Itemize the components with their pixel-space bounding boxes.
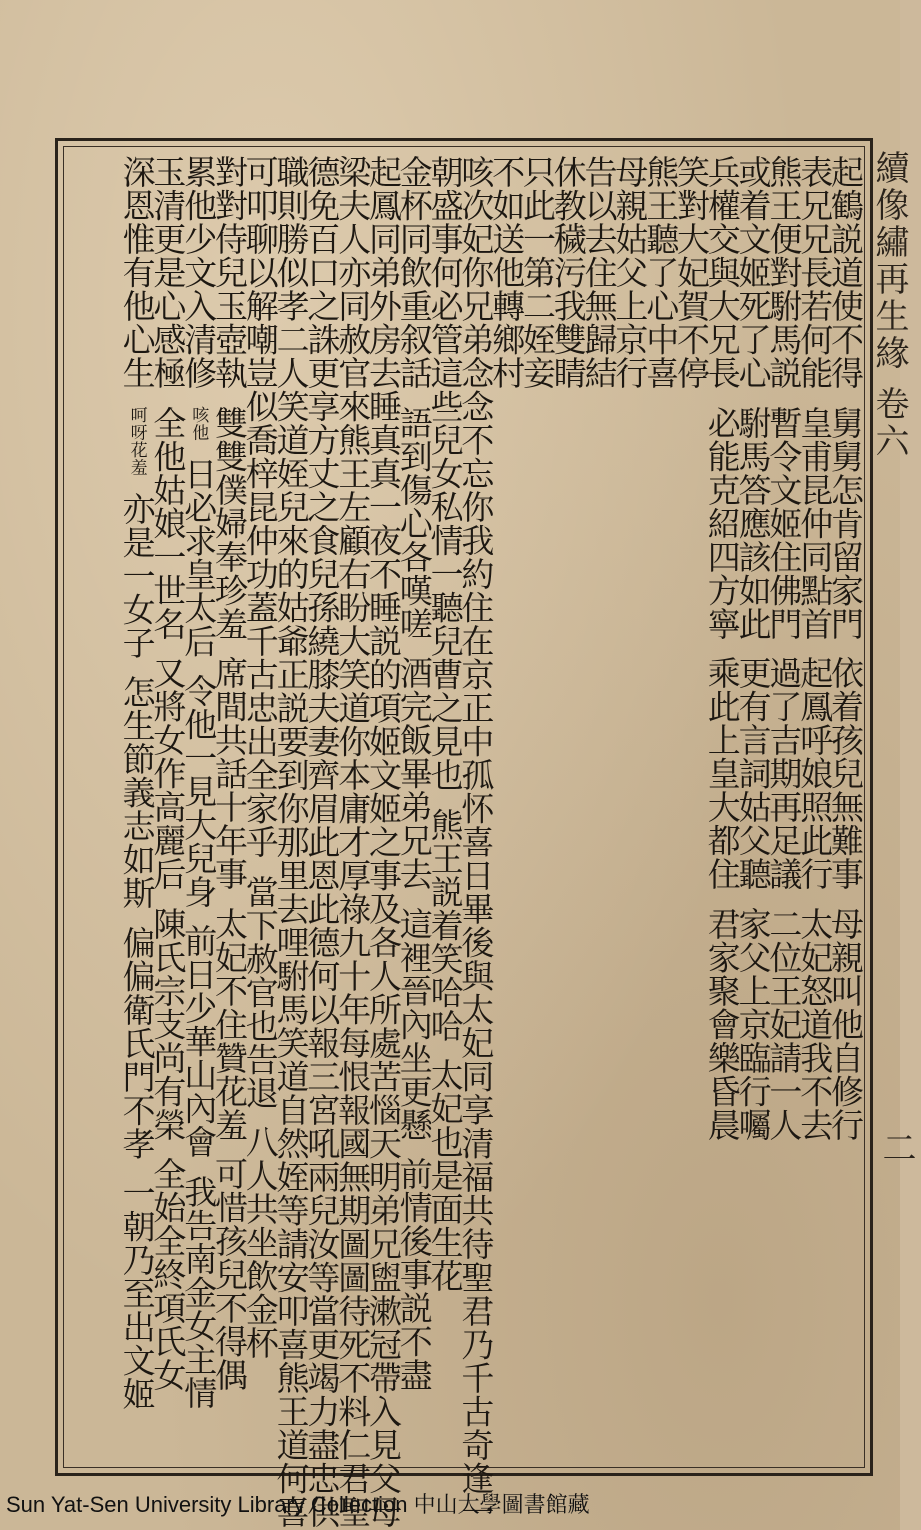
text-segment: 可惜孩兒不得偶 (210, 1157, 249, 1392)
text-segment: 我告南金女主情 (179, 1174, 219, 1409)
text-segment: 太妃怒道我不去 (795, 906, 835, 1141)
book-title: 續像繡再生緣 (869, 150, 909, 372)
text-segment: 亦是一女子 (117, 491, 157, 659)
text-segment: 一朝乃至出文姬 (117, 1176, 157, 1411)
text-segment: 母親叫他自修行 (826, 906, 865, 1141)
text-segment: 起鳳呼娘照此行 (795, 656, 835, 891)
text-segment: 日必求皇太后 (179, 456, 219, 658)
text-segment: 告以去住無歸結 (579, 155, 619, 390)
text-segment: 母親姑父上京行 (610, 155, 650, 390)
text-column (116, 155, 157, 1455)
text-segment: 家父上京臨行囑 (733, 906, 773, 1141)
text-segment: 皇甫昆仲同點首 (795, 405, 835, 640)
text-segment: 前情後事説不盡 (394, 1157, 434, 1392)
text-segment: 席間共話十年事 (210, 656, 249, 891)
text-segment: 或着文姬死了心 (733, 155, 773, 390)
text-segment: 全始全終項氏女 (148, 1157, 188, 1392)
text-segment: 不如送他轉鄉村 (487, 155, 527, 390)
text-segment: 玉清更是心感極 (148, 155, 188, 390)
text-segment: 金杯同飲重叙話 (394, 155, 434, 390)
text-segment: 表兄兄長若何能 (795, 155, 835, 390)
interlinear-note: 呵呀花羞 (126, 405, 147, 476)
text-segment: 語到傷心各嘆嗟 (394, 405, 434, 640)
text-segment: 休教穢污我雙睛 (548, 155, 588, 390)
text-segment: 咳次妃你兄弟念念不忘你我約住在京正中孤怀喜日畢後與太妃同享清福共待聖君乃千古奇逢一 (456, 155, 496, 1529)
text-segment: 必能克紹四方寧 (702, 405, 742, 640)
text-segment: 過了吉期再足議 (764, 656, 804, 891)
text-segment: 職則勝似孝二人笑道姪兒來的姑爺正説要到你那里去哩駙馬笑道自然姪等請安叩喜熊王道何喜 (271, 155, 311, 1529)
text-segment: 深恩惟有他心生 (117, 155, 157, 390)
text-segment: 令他一見大兒身 (179, 673, 219, 908)
text-segment: 熊王説着笑哈哈 (425, 807, 465, 1042)
page-number: 二 (876, 1130, 916, 1164)
text-segment: 朝盛事何必管這些兒女私情一聽兒曹之見也 (425, 155, 465, 792)
text-segment: 雙雙僕婦奉珍羞 (210, 405, 249, 640)
text-segment: 這裡晉內坐更懸 (394, 906, 434, 1141)
text-segment: 暫令文姬住佛門 (764, 405, 804, 640)
text-segment: 只此一第二姪妾 (518, 155, 557, 390)
text-segment: 依着孩兒無難事 (826, 656, 865, 891)
text-segment: 梁夫人亦同赦官來熊王左顧右盼大笑道你本庸才厚祿九十年每恨報國無期圖圖待死不料仁君聖 (333, 155, 373, 1529)
text-segment: 兵權交與大兄長 (702, 155, 742, 390)
text-segment: 起鶴説道使不得 (826, 155, 865, 390)
text-segment: 駙馬答應該如此 (733, 405, 773, 640)
text-segment: 累他少文入清修 (179, 155, 219, 390)
text-segment: 當下赦官也告退 (240, 874, 280, 1109)
text-segment: 又將女作高麗后 (148, 656, 188, 891)
text-segment: 德免百口之誅更享方丈之食兒孫繞膝夫妻齊眉此恩此德何以報三宮吼兩兒汝等當更竭力盡忠供 (302, 155, 342, 1529)
text-segment: 舅舅怎肯留家門 (826, 405, 865, 640)
text-segment: 熊王便對駙馬説 (764, 155, 804, 390)
library-credit: Sun Yat-Sen University Library Collection 中山大學圖書館藏 (6, 1492, 590, 1517)
volume-label: 卷六 (869, 386, 909, 460)
text-segment: 可叩聊以解嘲豈似喬梓昆仲功蓋千古忠出全家乎 (240, 155, 280, 859)
text-segment: 酒完飯畢弟兄去 (394, 656, 434, 891)
text-segment: 太妃不住贊花羞 (210, 906, 249, 1141)
text-segment: 對對侍兒玉壺執 (210, 155, 249, 390)
running-title (869, 150, 909, 460)
text-segment: 怎生節義志如斯 (117, 675, 157, 910)
text-segment: 八人共坐飲金杯 (240, 1125, 280, 1360)
text-segment: 乘此上皇大都住 (702, 656, 742, 891)
text-segment: 太妃也是面生花 (425, 1058, 465, 1293)
text-segment: 笑對大妃賀不停 (672, 155, 711, 390)
text-segment: 起鳳同弟外房去睡真真一夜不睡説的項姬文姬之事及各人所處苦惱天明弟兄盥漱冠帶入見父母 (364, 155, 403, 1529)
text-segment: 二位王妃請一人 (764, 906, 804, 1141)
text-segment: 陳氏宗支尚有榮 (148, 906, 188, 1141)
text-segment: 偏偏衛氏門不孝 (117, 925, 157, 1160)
text-segment: 更有言詞姑父聽 (733, 656, 773, 891)
text-segment: 前日少華山內會 (179, 924, 219, 1159)
text-segment: 全他姑娘一世名 (148, 405, 188, 640)
interlinear-note: 咳他 (188, 405, 209, 441)
text-segment: 熊王聽了心中喜 (641, 155, 681, 390)
text-segment: 君家聚會樂昏晨 (702, 906, 742, 1141)
